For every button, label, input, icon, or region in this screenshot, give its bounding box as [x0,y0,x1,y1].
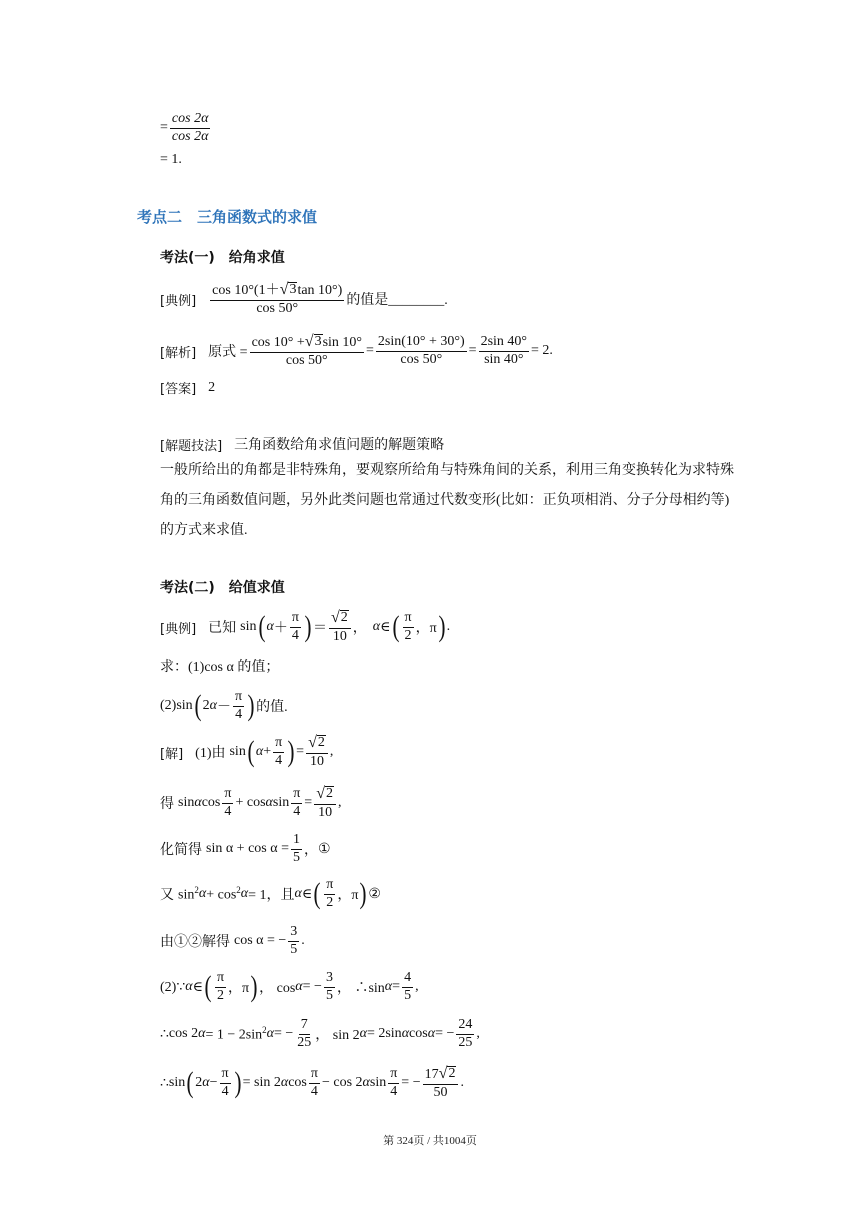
example-tail: 的值是________. [346,293,448,309]
top-result-line [160,152,182,168]
sol-6: (2)∵ α ∈ ( $\frac{\pi}{2}$ ，π ) ， cos α = − $\frac{3}{5}$ ， ∴sin α = $\frac{4}{5}$ , [160,970,419,1004]
s2-lead: 得 [160,797,174,813]
example-num [210,282,344,301]
sol-1: [解] (1)由 sin ( α + $\frac{\pi}{4}$ ) = √ 2 10 , [160,734,334,769]
example-tag: [典例] [160,293,197,309]
strategy-heading [160,434,444,454]
sol-3: 化简得 sin α + cos α = $\frac{1}{5}$ ， ① [160,832,331,865]
sqrt-value: 3 [289,282,297,297]
a3-num: 2sin 40° [479,335,529,352]
top-fraction [170,112,211,144]
s6-lead: (2)∵ [160,979,186,995]
sol-7: ∴ cos 2 α = $1 - 2\sin^2$ α = − $\frac{7}{25}$ ， sin 2 α = 2sin α cos α = − $\frac{24}{25}$ , [160,1017,480,1050]
method1-heading: 考法(一) 给角求值 [160,250,285,266]
method2-heading: 考法(二) 给值求值 [160,580,285,596]
strategy-title: 三角函数给角求值问题的解题策略 [234,438,445,453]
method2-example: [典例] 已知 sin ( α ＋ $\frac{\pi}{4}$ ) ＝ √ 2 10 ， α ∈ ( $\frac{\pi}{2}$ ，π ) . [160,609,451,644]
analysis-frac-1 [250,334,364,368]
a1-den: cos 50° [285,352,328,368]
s1-lead: (1)由 [195,746,226,762]
example-num-b: tan 10°) [297,283,343,298]
sqrt-value: 3 [314,334,322,349]
example-num-a: cos 10°(1＋ [212,283,280,298]
sqrt-symbol: √ 3 [279,281,297,298]
sqrt-symbol: √ 3 [304,333,322,350]
s4-lead: 又 [160,888,174,904]
analysis-tag: [解析] [160,345,197,361]
top-fraction-den: cos 2α [171,128,209,144]
analysis-result: = 2. [531,343,553,359]
sol-4: 又 $\sin^2$ α + $\cos^2$ α = 1，且 α ∈ ( $\frac{\pi}{2}$ ，π ) ② [160,877,381,911]
answer-tag: [答案] [160,382,197,397]
sol-5: 由①②解得 cos α = − $\frac{3}{5}$ . [160,924,305,957]
sol-8: ∴ sin ( 2 α − $\frac{\pi}{4}$ ) = sin 2 α cos $\frac{\pi}{4}$ − cos 2 α sin $\frac{\pi}{4}$ = − 17 √ 2 50 . [160,1065,464,1100]
s4-mark: ② [368,886,381,902]
strategy-tag: [解题技法] [160,438,223,454]
sol-2: 得 sin α cos $\frac{\pi}{4}$ + cos α sin $\frac{\pi}{4}$ = √ 2 10 , [160,785,342,820]
section-title: 考点二 三角函数式的求值 [137,208,318,226]
s7-lead: ∴ [160,1026,169,1042]
top-result: = 1. [160,152,182,167]
s3-mark: ① [317,841,331,857]
s5-lead: 由①②解得 [160,935,230,951]
a1-num [250,334,364,353]
a1-num-b: sin 10° [322,335,362,350]
a3-den: sin 40° [484,351,524,367]
ask-1: 求：(1)cos α 的值； [160,660,280,675]
s5-body: cos α = − [234,933,287,949]
sol-tag: [解] [160,746,184,762]
s3-body: sin α + cos α = [206,841,289,857]
analysis-lead: 原式 = [208,345,248,361]
analysis-frac-2 [376,335,467,367]
top-fraction-num: cos 2α [170,112,211,129]
method1-analysis: [解析] 原式 = cos 10° + √ 3 sin 10° cos 50° = $\frac{2\sin(10^\circ + 30^\circ)}{\cos 50^\circ}$ = $\frac{2\sin 40^\circ}{\sin 40^\circ}$ = 2. [160,333,553,368]
s3-lead: 化简得 [160,843,202,859]
answer-value: 2 [208,379,216,395]
page-footer: 第 324页 / 共1004页 [383,1135,477,1147]
s8-lead: ∴ [160,1075,169,1091]
a2-num: 2sin(10° + 30°) [376,335,467,352]
analysis-frac-3 [479,335,529,367]
method1-answer [160,378,215,397]
a2-den: cos 50° [400,351,443,367]
example2-tag: [典例] [160,621,197,637]
method1-example [160,282,448,316]
strategy-text: 一般所给出的角都是非特殊角，要观察所给角与特殊角间的关系，利用三角变换转化为求特殊角的三角函数值问题，另外此类问题也常通过代数变形(比如：正负项相消、分子分母相约等)的方式来求值. [160,463,734,538]
example-den: cos 50° [256,300,299,316]
example-fraction [210,282,344,316]
a1-num-a: cos 10° + [251,335,305,350]
ask-2-tail: 的值. [256,700,288,716]
example2-text: 已知 [208,621,237,637]
equals-sign: = [160,120,168,136]
top-fraction-line [160,112,212,144]
ask-2: (2)sin ( 2 α － $\frac{\pi}{4}$ ) 的值. [160,689,288,723]
